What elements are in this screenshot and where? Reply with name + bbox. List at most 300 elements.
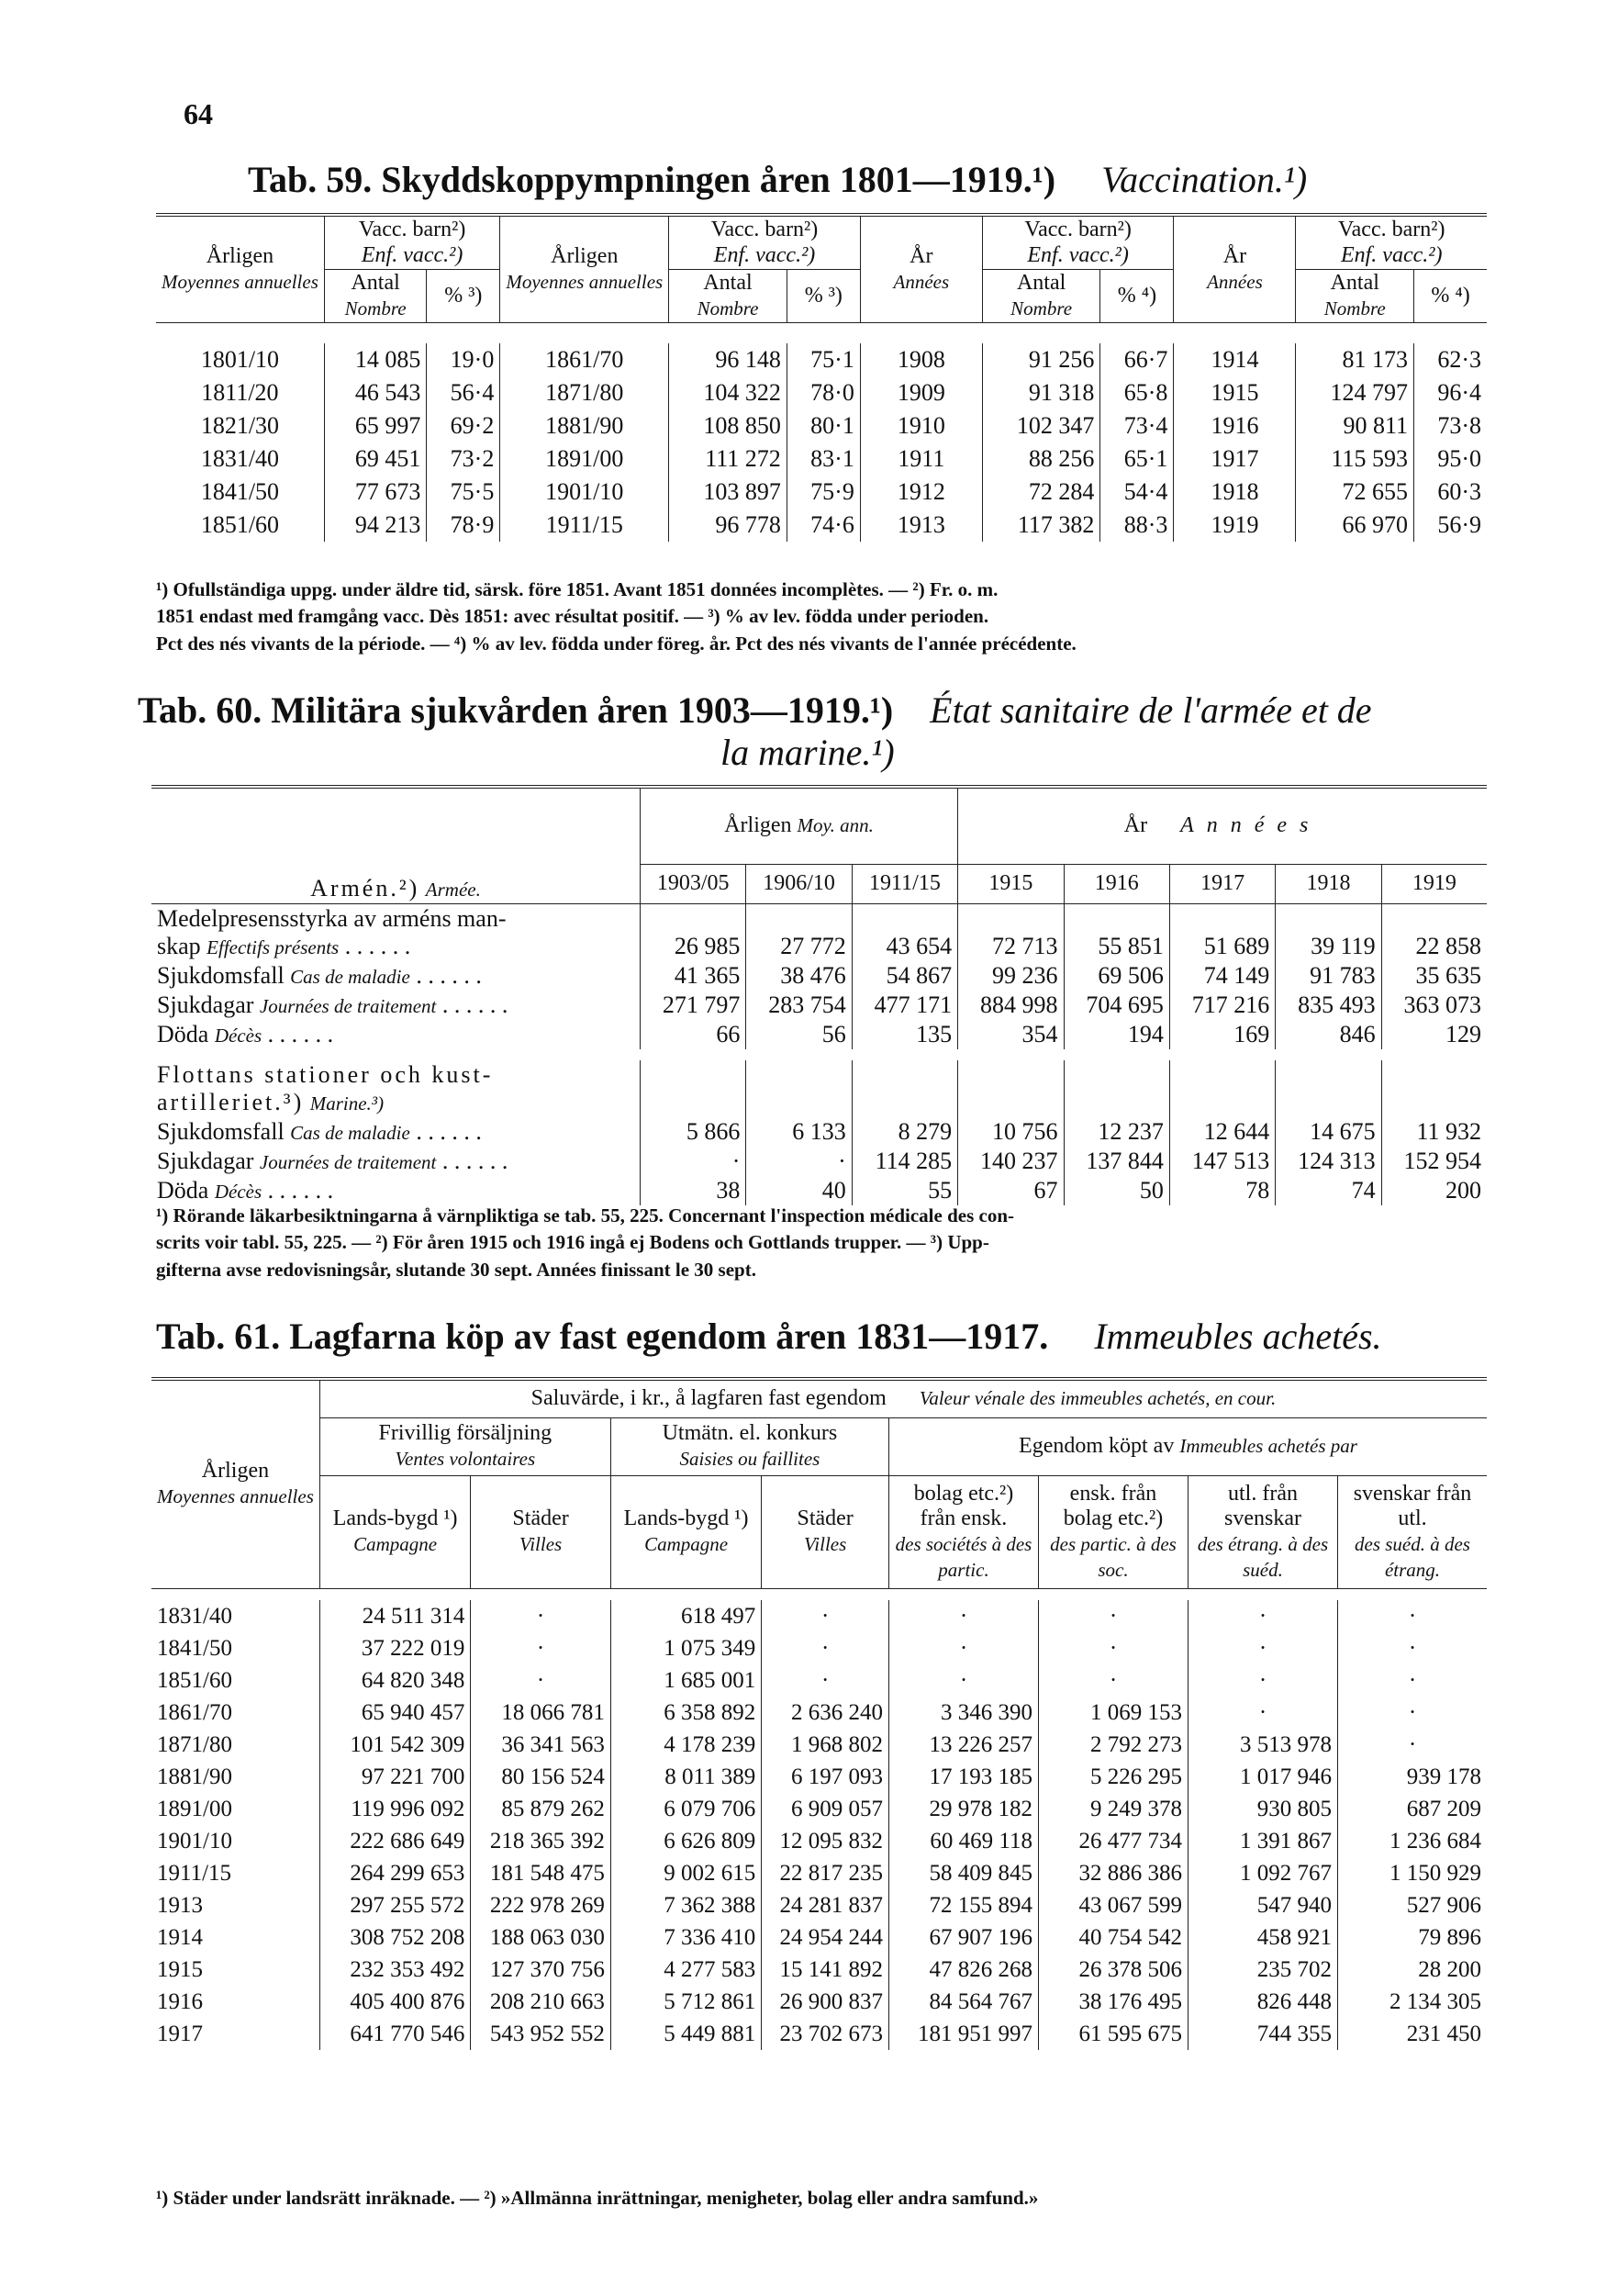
table-cell: 38 [641, 1176, 746, 1205]
table-cell: 60·3 [1437, 478, 1481, 506]
table-cell: 124 313 [1276, 1147, 1381, 1176]
h-stader: Städer [797, 1506, 854, 1531]
table-cell: 124 797 [1296, 376, 1414, 409]
table-row [151, 991, 1487, 1020]
leader-dots: . . . . . . [409, 1118, 482, 1145]
table-cell: 4 277 583 [610, 1954, 761, 1986]
tab60-note-3: gifterna avse redovisningsår, slutande 30 sept. Années finissant le 30 sept. [156, 1258, 756, 1281]
table-cell: 66 970 [1296, 509, 1414, 542]
table-cell: 271 797 [641, 991, 746, 1020]
h-antal: Antal [703, 271, 753, 296]
table-cell: 543 952 552 [471, 2018, 610, 2050]
h-c3f: des étrang. à des suéd. [1197, 1533, 1329, 1581]
table-cell: 39 119 [1276, 904, 1381, 962]
tab59-subtitle: Vaccination.¹) [1101, 159, 1308, 200]
empty-cell [1381, 1060, 1487, 1117]
table-cell: 96 148 [669, 343, 787, 376]
tab59-title-text: Tab. 59. Skyddskoppympningen åren 1801—1919.¹) [248, 159, 1056, 200]
table-cell: 75·9 [787, 476, 860, 509]
table-cell: 147 513 [1169, 1147, 1275, 1176]
table-cell: 28 200 [1418, 1956, 1481, 1982]
table-cell: 43 654 [852, 904, 957, 962]
tab61-h-landsbygd-2 [610, 1476, 761, 1589]
table-cell: 19·0 [427, 343, 500, 376]
h-moy: Moy. ann. [797, 814, 874, 837]
h-saluvarde: Saluvärde, i kr., å lagfaren fast egendom [530, 1386, 887, 1411]
table-cell: 354 [958, 1020, 1064, 1049]
table-cell: 1901/10 [500, 476, 669, 509]
table-cell: 85 879 262 [471, 1793, 610, 1825]
row-label-fr: Décès [214, 1181, 262, 1203]
h-moyennes: Moyennes annuelles [162, 270, 318, 293]
table-cell: 618 497 [610, 1600, 761, 1632]
table-cell: 6 197 093 [762, 1761, 889, 1793]
table-row [151, 1729, 1487, 1761]
tab61-h-c1 [889, 1476, 1039, 1589]
h-vacc: Vacc. barn²) [1024, 218, 1132, 241]
table-cell: 61 595 675 [1039, 2018, 1189, 2050]
tab61-h-utmatn [610, 1418, 888, 1476]
table-cell: 41 365 [641, 961, 746, 991]
table-cell: 1871/80 [151, 1729, 319, 1761]
table-cell: 38 476 [746, 961, 852, 991]
table-cell: 7 336 410 [610, 1921, 761, 1954]
table-cell: 17 193 185 [889, 1761, 1039, 1793]
h-c1: bolag etc.²) från ensk. [913, 1481, 1014, 1531]
h-nombre: Nombre [344, 297, 407, 319]
tab60-col-header: 1911/15 [852, 865, 957, 904]
table-cell: 1861/70 [500, 343, 669, 376]
table-cell: 6 909 057 [762, 1793, 889, 1825]
table-cell: · [1408, 1667, 1417, 1693]
table-cell: 47 826 268 [889, 1954, 1039, 1986]
empty-cell [641, 1060, 746, 1117]
h-annees: Années [1207, 270, 1263, 293]
tab60-h-label [151, 787, 641, 904]
table-cell: 114 285 [852, 1147, 957, 1176]
table-cell: 22 858 [1415, 933, 1481, 959]
leader-dots: . . . . . . [262, 1021, 334, 1047]
table-cell: 2 792 273 [1039, 1729, 1189, 1761]
leader-dots: . . . . . . [339, 933, 411, 959]
h-egendom: Egendom köpt av [1019, 1434, 1175, 1459]
table-cell: 83·1 [787, 442, 860, 476]
table-cell: · [1039, 1632, 1189, 1664]
table-cell: 50 [1064, 1176, 1169, 1205]
table-cell: 78·9 [427, 509, 500, 542]
table-cell: 264 299 653 [319, 1857, 470, 1889]
tab61-note: ¹) Städer under landsrätt inräknade. — ²) »Allmänna inrättningar, menigheter, bolag eller andra samfund.» [156, 2187, 1039, 2209]
table-cell: 26 900 837 [762, 1986, 889, 2018]
table-cell: 36 341 563 [471, 1729, 610, 1761]
tab61-h-landsbygd-1 [319, 1476, 470, 1589]
table-cell: 704 695 [1064, 991, 1169, 1020]
table-cell: 744 355 [1189, 2018, 1338, 2050]
table-cell: · [471, 1664, 610, 1697]
h-ar: År [910, 244, 933, 269]
h-armee: Armée. [425, 879, 481, 901]
table-cell: 12 237 [1064, 1117, 1169, 1147]
table-cell: 78 [1169, 1176, 1275, 1205]
table-cell: 108 850 [669, 409, 787, 442]
h-frivillig: Frivillig försäljning [378, 1421, 552, 1446]
table-cell: · [641, 1147, 746, 1176]
table-cell: 8 279 [852, 1117, 957, 1147]
h-vacc: Vacc. barn²) [1337, 218, 1445, 241]
table-cell: 97 221 700 [319, 1761, 470, 1793]
table-cell: 56 [746, 1020, 852, 1049]
table-cell: 6 133 [746, 1117, 852, 1147]
table-cell: 1831/40 [151, 1600, 319, 1632]
table-cell: · [1408, 1603, 1417, 1629]
h-c2: ensk. från bolag etc.²) [1063, 1481, 1164, 1531]
tab61-subtitle: Immeubles achetés. [1094, 1316, 1382, 1357]
table-row [151, 1793, 1487, 1825]
tab59-note-3: Pct des nés vivants de la période. — ⁴) % av lev. födda under föreg. år. Pct des nés vivants de l'année précédente. [156, 632, 1077, 655]
tab59-h-year-4 [1174, 215, 1296, 323]
table-cell: 65·1 [1100, 442, 1174, 476]
table-cell: 5 226 295 [1039, 1761, 1189, 1793]
spacer [151, 1049, 1487, 1060]
table-row [151, 1697, 1487, 1729]
table-cell: 58 409 845 [889, 1857, 1039, 1889]
table-cell: · [1039, 1664, 1189, 1697]
leader-dots: . . . . . . [409, 962, 482, 989]
tab60-col-header: 1915 [958, 865, 1064, 904]
table-cell: · [1189, 1632, 1338, 1664]
tab60-body [151, 904, 1487, 1206]
table-cell: 35 635 [1415, 962, 1481, 989]
table-cell: 1 092 767 [1189, 1857, 1338, 1889]
table-cell: 1861/70 [151, 1697, 319, 1729]
table-cell: 835 493 [1276, 991, 1381, 1020]
h-antal-3 [982, 270, 1100, 323]
empty-cell [958, 1060, 1064, 1117]
tab61-h-saluvarde [319, 1379, 1487, 1418]
empty-cell [1276, 1060, 1381, 1117]
table-row [151, 1117, 1487, 1147]
navy-fr: Marine.³) [309, 1092, 385, 1114]
table-cell: 24 954 244 [762, 1921, 889, 1954]
table-cell: · [889, 1632, 1039, 1664]
table-cell: 69 506 [1064, 961, 1169, 991]
table-cell: 5 866 [641, 1117, 746, 1147]
table-cell: 27 772 [746, 904, 852, 962]
table-cell: 1911 [860, 442, 982, 476]
row-label-fr: Cas de maladie [290, 1122, 410, 1144]
table-cell: 1851/60 [156, 509, 324, 542]
table-cell: 40 [746, 1176, 852, 1205]
table-cell: 11 932 [1416, 1118, 1481, 1145]
table-cell: · [762, 1600, 889, 1632]
h-campagne: Campagne [353, 1533, 438, 1555]
tab59-h-vacc-4 [1296, 215, 1487, 270]
h-enf: Enf. vacc.²) [1340, 242, 1443, 267]
table-cell: 6 079 706 [610, 1793, 761, 1825]
table-cell: 1917 [151, 2018, 319, 2050]
table-row [151, 1600, 1487, 1632]
h-enf: Enf. vacc.²) [713, 242, 816, 267]
h-antal-1 [324, 270, 426, 323]
tab59-h-vacc-1 [324, 215, 499, 270]
table-cell: 62·3 [1437, 346, 1481, 374]
tab60-subtitle-1: État sanitaire de l'armée et de [930, 689, 1372, 731]
table-cell: 641 770 546 [319, 2018, 470, 2050]
row-label [151, 904, 641, 962]
table-cell: 1 236 684 [1389, 1828, 1481, 1854]
table-cell: 181 548 475 [471, 1857, 610, 1889]
table-cell: 1831/40 [156, 442, 324, 476]
table-cell: 91 256 [982, 343, 1100, 376]
table-cell: 5 449 881 [610, 2018, 761, 2050]
h-saisies: Saisies ou faillites [679, 1448, 820, 1470]
table-cell: 1801/10 [156, 343, 324, 376]
h-antal: Antal [1330, 271, 1379, 296]
leader-dots: . . . . . . [436, 991, 508, 1018]
table-cell: 222 686 649 [319, 1825, 470, 1857]
h-c4f: des suéd. à des étrang. [1355, 1533, 1470, 1581]
table-cell: 99 236 [958, 961, 1064, 991]
table-cell: 1908 [860, 343, 982, 376]
table-cell: · [889, 1664, 1039, 1697]
table-cell: 66 [641, 1020, 746, 1049]
table-cell: 101 542 309 [319, 1729, 470, 1761]
tab59-note-2: 1851 endast med framgång vacc. Dès 1851: avec résultat positif. — ³) % av lev. födda under perioden. [156, 605, 989, 628]
tab61-h-c4 [1338, 1476, 1488, 1589]
table-cell: 91 318 [982, 376, 1100, 409]
h-nombre: Nombre [697, 297, 759, 319]
table-cell: 458 921 [1189, 1921, 1338, 1954]
table-cell: 72 655 [1296, 476, 1414, 509]
h-c1f: des sociétés à des partic. [895, 1533, 1032, 1581]
tab60-col-header: 1906/10 [746, 865, 852, 904]
table-cell: 80 156 524 [471, 1761, 610, 1793]
tab60-col-header: 1903/05 [641, 865, 746, 904]
table-cell: 129 [1445, 1021, 1481, 1047]
h-vacc: Vacc. barn²) [710, 218, 819, 241]
h-campagne: Campagne [644, 1533, 729, 1555]
table-cell: 72 713 [958, 904, 1064, 962]
h-stader: Städer [512, 1506, 569, 1531]
tab61-body [151, 1600, 1487, 2050]
tab61-h-year [151, 1379, 319, 1589]
table-cell: 29 978 182 [889, 1793, 1039, 1825]
table-cell: · [471, 1600, 610, 1632]
tab59-h-vacc-3 [982, 215, 1174, 270]
h-immeubles: Immeubles achetés par [1179, 1435, 1357, 1458]
h-landsbygd: Lands-bygd ¹) [332, 1506, 458, 1531]
table-cell: 135 [852, 1020, 957, 1049]
table-cell: 222 978 269 [471, 1889, 610, 1921]
table-cell: 80·1 [787, 409, 860, 442]
page-number: 64 [184, 97, 213, 130]
table-cell: 111 272 [669, 442, 787, 476]
h-nombre: Nombre [1010, 297, 1073, 319]
table-cell: 69 451 [324, 442, 426, 476]
table-cell: 717 216 [1169, 991, 1275, 1020]
table-cell: 527 906 [1406, 1892, 1481, 1918]
table-cell: 231 450 [1406, 2021, 1481, 2046]
h-valeur: Valeur vénale des immeubles achetés, en cour. [919, 1387, 1277, 1410]
table-row [151, 1954, 1487, 1986]
table-cell: 137 844 [1064, 1147, 1169, 1176]
table-cell: 69·2 [427, 409, 500, 442]
table-cell: 22 817 235 [762, 1857, 889, 1889]
table-cell: 94 213 [324, 509, 426, 542]
table-cell: 81 173 [1296, 343, 1414, 376]
tab59-h-year-3 [860, 215, 982, 323]
h-villes: Villes [519, 1533, 563, 1555]
table-cell: 140 237 [958, 1147, 1064, 1176]
table-cell: 308 752 208 [319, 1921, 470, 1954]
row-label-text: Medelpresensstyrka av arméns man- [157, 905, 507, 932]
table-cell: 72 284 [982, 476, 1100, 509]
h-pct-4: % ⁴) [1431, 283, 1470, 308]
table-cell: 1841/50 [151, 1632, 319, 1664]
table-cell: 96 778 [669, 509, 787, 542]
table-row [156, 509, 1487, 542]
table-row [151, 1020, 1487, 1049]
table-cell: 43 067 599 [1039, 1889, 1189, 1921]
table-cell: 26 985 [641, 904, 746, 962]
h-pct-1: % ³) [427, 270, 500, 323]
table-cell: 91 783 [1276, 961, 1381, 991]
table-cell: 117 382 [982, 509, 1100, 542]
table-cell: 152 954 [1403, 1148, 1481, 1174]
table-row [151, 1986, 1487, 2018]
tab59-h-vacc-2 [669, 215, 861, 270]
table-cell: 1919 [1174, 509, 1296, 542]
empty-cell [852, 1060, 957, 1117]
table-cell: 77 673 [324, 476, 426, 509]
table-cell: 14 085 [324, 343, 426, 376]
table-cell: 1915 [1174, 376, 1296, 409]
table-cell: · [471, 1632, 610, 1664]
navy-header [151, 1060, 641, 1117]
table-cell: 1 069 153 [1039, 1697, 1189, 1729]
table-cell: 64 820 348 [319, 1664, 470, 1697]
table-row [156, 442, 1487, 476]
tab61-h-egendom [889, 1418, 1488, 1476]
table-cell: 547 940 [1189, 1889, 1338, 1921]
table-cell: 13 226 257 [889, 1729, 1039, 1761]
table-cell: 1891/00 [151, 1793, 319, 1825]
table-cell: 188 063 030 [471, 1921, 610, 1954]
row-label-text: Döda [157, 1177, 209, 1204]
table-cell: 104 322 [669, 376, 787, 409]
table-cell: 1914 [151, 1921, 319, 1954]
tab60-col-header: 1917 [1169, 865, 1275, 904]
table-cell: 88 256 [982, 442, 1100, 476]
table-cell: 235 702 [1189, 1954, 1338, 1986]
tab61-h-frivillig [319, 1418, 610, 1476]
table-cell: 1 685 001 [610, 1664, 761, 1697]
table-cell: 24 511 314 [319, 1600, 470, 1632]
h-ar: År [1222, 244, 1247, 269]
table-cell: 1 968 802 [762, 1729, 889, 1761]
row-label-text: Sjukdagar [157, 991, 254, 1018]
table-cell: 3 513 978 [1189, 1729, 1338, 1761]
tab59-body [156, 343, 1487, 542]
table-cell: 38 176 495 [1039, 1986, 1189, 2018]
table-cell: 60 469 118 [889, 1825, 1039, 1857]
table-cell: 1811/20 [156, 376, 324, 409]
tab60-subtitle-line2 [720, 731, 895, 774]
table-cell: 73·8 [1437, 412, 1481, 440]
table-row [151, 1761, 1487, 1793]
table-cell: 95·0 [1437, 445, 1481, 473]
table-cell: 283 754 [746, 991, 852, 1020]
spacer [151, 1589, 1487, 1601]
table-cell: 1910 [860, 409, 982, 442]
table-cell: 96·4 [1437, 379, 1481, 407]
table-cell: 115 593 [1296, 442, 1414, 476]
table-cell: 56·9 [1437, 511, 1481, 539]
tab59-title [248, 158, 1307, 201]
table-cell: 1912 [860, 476, 982, 509]
table-cell: 1913 [151, 1889, 319, 1921]
table-cell: 1821/30 [156, 409, 324, 442]
table-cell: 1916 [151, 1986, 319, 2018]
h-annees: Années [1180, 813, 1322, 838]
table-cell: 102 347 [982, 409, 1100, 442]
tab60-col-header: 1918 [1276, 865, 1381, 904]
table-cell: 5 712 861 [610, 1986, 761, 2018]
h-arligen: Årligen [206, 244, 274, 269]
table-cell: 54 867 [852, 961, 957, 991]
tab60-h-arligen [641, 787, 958, 865]
table-row [156, 476, 1487, 509]
row-label-text: Sjukdomsfall [157, 1118, 285, 1145]
table-cell: 15 141 892 [762, 1954, 889, 1986]
row-label [151, 1147, 641, 1176]
table-cell: 232 353 492 [319, 1954, 470, 1986]
tab61-h-c2 [1039, 1476, 1189, 1589]
tab60-h-ar [958, 787, 1487, 865]
row-label-text: Döda [157, 1021, 209, 1047]
table-cell: 181 951 997 [889, 2018, 1039, 2050]
table-row [151, 2018, 1487, 2050]
table-cell: · [1408, 1699, 1417, 1725]
row-label-text: skap [157, 933, 201, 959]
table-cell: 24 281 837 [762, 1889, 889, 1921]
table-cell: 477 171 [852, 991, 957, 1020]
table-cell: 67 907 196 [889, 1921, 1039, 1954]
h-villes: Villes [804, 1533, 847, 1555]
row-label-text: Sjukdomsfall [157, 962, 285, 989]
table-cell: · [1189, 1664, 1338, 1697]
table-cell: 90 811 [1296, 409, 1414, 442]
table-cell: 65·8 [1100, 376, 1174, 409]
tab60-notes [156, 1203, 1487, 1283]
table-cell: 74 149 [1169, 961, 1275, 991]
table-row [156, 376, 1487, 409]
tab59-note-1: ¹) Ofullständiga uppg. under äldre tid, särsk. före 1851. Avant 1851 données incomplètes. — ²) Fr. o. m. [156, 578, 999, 600]
h-ar: År [1123, 813, 1148, 838]
table-cell: 79 896 [1418, 1924, 1481, 1950]
table-row [151, 1147, 1487, 1176]
table-cell: 1881/90 [151, 1761, 319, 1793]
tab60-table [151, 785, 1487, 1205]
table-cell: 930 805 [1189, 1793, 1338, 1825]
table-cell: 169 [1169, 1020, 1275, 1049]
row-label-text: Sjukdagar [157, 1148, 254, 1174]
leader-dots: . . . . . . [262, 1177, 334, 1204]
table-cell: 208 210 663 [471, 1986, 610, 2018]
row-label-fr: Cas de maladie [290, 966, 410, 988]
table-cell: 46 543 [324, 376, 426, 409]
table-cell: 74 [1276, 1176, 1381, 1205]
